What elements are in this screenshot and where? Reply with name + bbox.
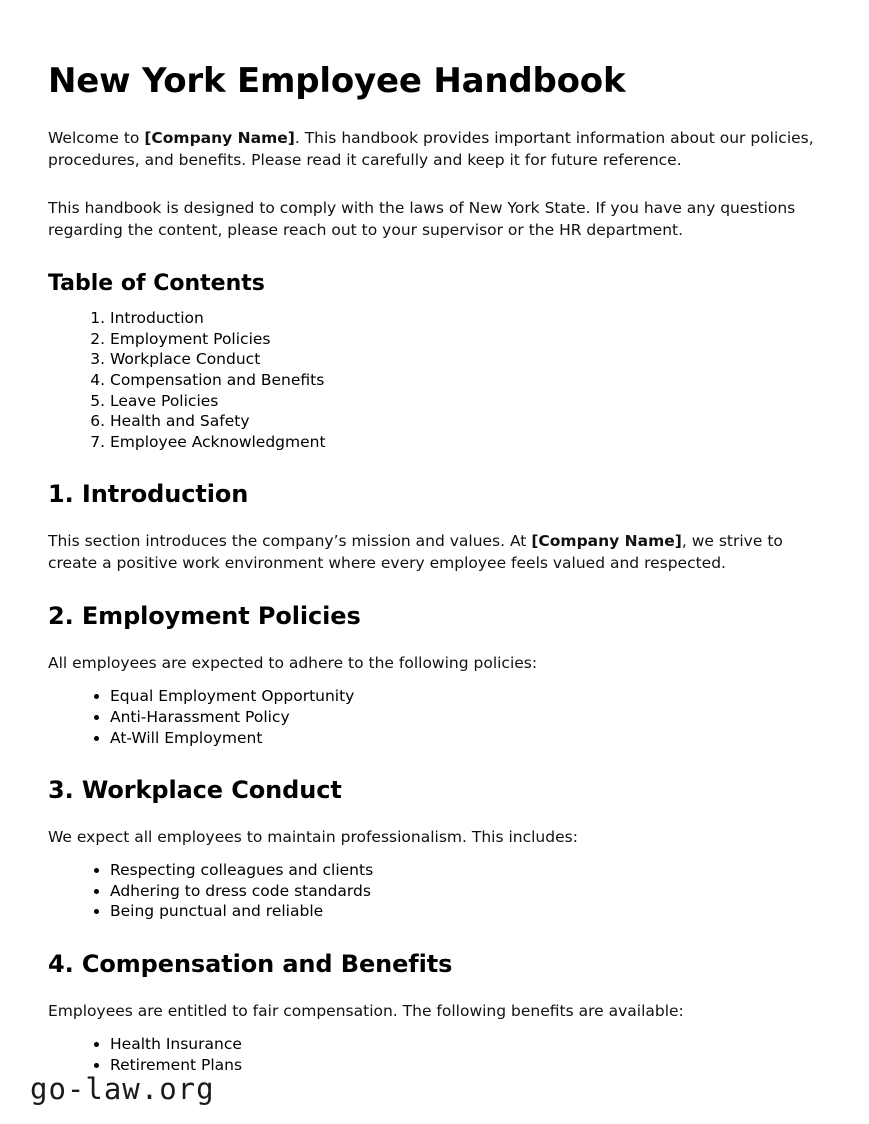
list-item: 7. Employee Acknowledgment — [110, 432, 821, 453]
list-item: 1. Introduction — [110, 308, 821, 329]
table-of-contents — [48, 308, 821, 452]
section-heading-employment-policies: 2. Employment Policies — [48, 602, 361, 631]
intro-p1-before: Welcome to — [48, 129, 145, 148]
intro-p1-after: . This handbook provides important information about our policies, procedures, and benefits. Please read it carefully and keep it for future reference. — [48, 129, 814, 170]
list-item: 6. Health and Safety — [110, 411, 821, 432]
list-item: • At-Will Employment — [110, 728, 821, 749]
company-name-placeholder: [Company Name] — [531, 532, 682, 551]
list-item: • Adhering to dress code standards — [110, 881, 821, 902]
section-heading-workplace-conduct: 3. Workplace Conduct — [48, 776, 342, 805]
employment-policies-list — [48, 686, 821, 748]
workplace-conduct-list — [48, 860, 821, 922]
section1-before: This section introduces the company’s mission and values. At — [48, 532, 532, 551]
list-item: • Anti-Harassment Policy — [110, 707, 821, 728]
page-title: New York Employee Handbook — [48, 61, 626, 101]
section-heading-introduction: 1. Introduction — [48, 480, 249, 509]
list-item: 3. Workplace Conduct — [110, 349, 821, 370]
list-item: • Retirement Plans — [110, 1055, 821, 1076]
compensation-benefits-list — [48, 1034, 821, 1075]
list-item: 2. Employment Policies — [110, 329, 821, 350]
watermark: go-law.org — [30, 1072, 215, 1106]
intro-paragraph-2: This handbook is designed to comply with the laws of New York State. If you have any questions regarding the content, please reach out to your supervisor or the HR department. — [48, 199, 796, 240]
section-body-employment-policies: All employees are expected to adhere to the following policies: — [48, 654, 538, 673]
section-body-compensation-and-benefits: Employees are entitled to fair compensation. The following benefits are available: — [48, 1002, 684, 1021]
list-item: • Being punctual and reliable — [110, 901, 821, 922]
company-name-placeholder: [Company Name] — [144, 129, 295, 148]
section-body-workplace-conduct: We expect all employees to maintain professionalism. This includes: — [48, 828, 578, 847]
list-item: • Respecting colleagues and clients — [110, 860, 821, 881]
section-body-introduction — [48, 530, 821, 574]
list-item: • Equal Employment Opportunity — [110, 686, 821, 707]
intro-paragraph-1 — [48, 127, 821, 171]
section1-after: , we strive to create a positive work environment where every employee feels valued and respected. — [48, 532, 783, 573]
toc-heading: Table of Contents — [48, 271, 265, 297]
list-item: 4. Compensation and Benefits — [110, 370, 821, 391]
list-item: 5. Leave Policies — [110, 391, 821, 412]
section-heading-compensation-and-benefits: 4. Compensation and Benefits — [48, 950, 453, 979]
list-item: • Health Insurance — [110, 1034, 821, 1055]
